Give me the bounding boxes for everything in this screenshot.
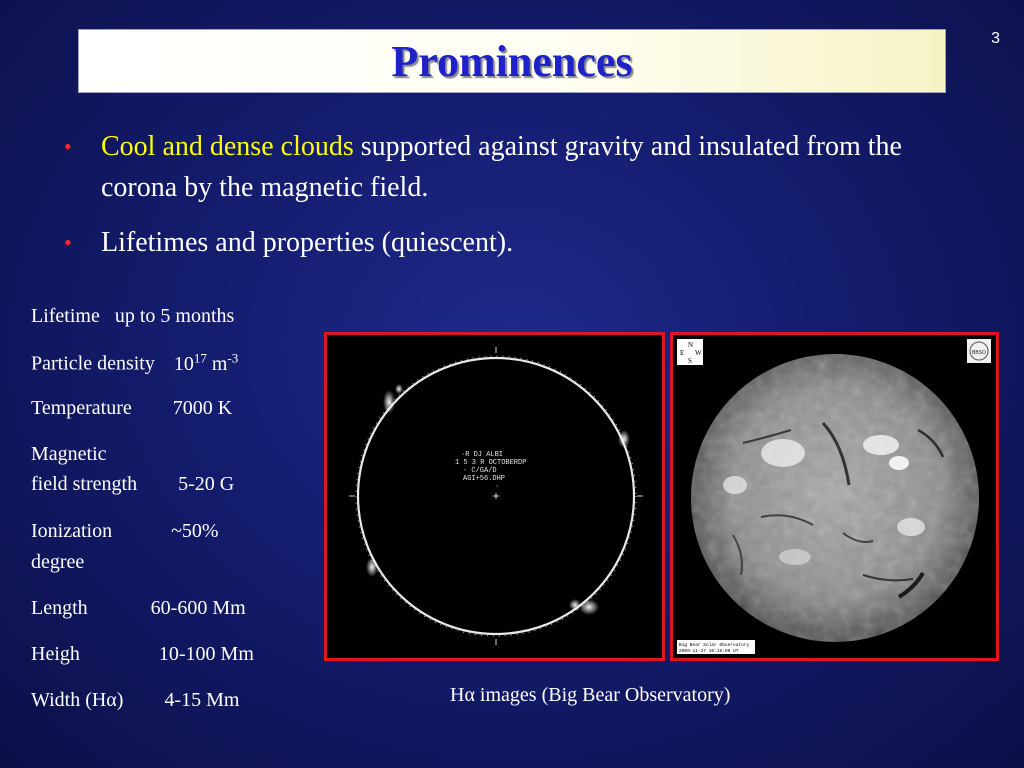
slide-title: Prominences (391, 36, 633, 86)
svg-text:2000-11-27 16:16:00 UT: 2000-11-27 16:16:00 UT (679, 649, 739, 654)
svg-text:BBSO: BBSO (972, 350, 986, 356)
prop-value: 7000 K (172, 397, 233, 419)
bullet-dot-icon: • (64, 134, 72, 159)
svg-text:1 5 3 R OCTOBERDP: 1 5 3 R OCTOBERDP (455, 459, 527, 467)
svg-text:Big Bear Solar Observatory: Big Bear Solar Observatory (679, 643, 750, 648)
prop-label: Magnetic (31, 443, 107, 465)
prop-density (31, 350, 238, 376)
prop-value: 60-600 Mm (150, 597, 246, 619)
prop-magnetic-line2 (31, 473, 234, 496)
prop-value: ~50% (171, 520, 219, 542)
image-caption: Hα images (Big Bear Observatory) (450, 684, 731, 706)
prop-magnetic-line1 (31, 443, 107, 466)
svg-text:N: N (688, 341, 694, 349)
prop-value: 5-20 G (178, 473, 235, 495)
prominence-glow (383, 390, 395, 414)
disk-image-graphic (673, 335, 996, 658)
prop-height (31, 643, 254, 666)
svg-text:AGI+56.DHP: AGI+56.DHP (463, 475, 506, 483)
bullet-dot-icon: • (64, 230, 72, 255)
prop-label: Length (31, 597, 88, 619)
bullet-highlight: Cool and dense clouds (101, 131, 354, 162)
prop-label: field strength (31, 473, 138, 495)
svg-text:S: S (688, 357, 692, 365)
prop-temperature (31, 397, 232, 420)
prop-lifetime (31, 305, 234, 328)
prop-label: Ionization (31, 520, 113, 542)
slide-number: 3 (991, 30, 1000, 47)
halpha-limb-image (324, 332, 665, 661)
svg-text:·R DJ ALBI: ·R DJ ALBI (461, 451, 504, 459)
svg-text:· C/GA/D: · C/GA/D (463, 467, 497, 475)
prop-value: up to 5 months (114, 305, 235, 327)
prop-length (31, 597, 246, 620)
prop-label: degree (31, 551, 85, 573)
prop-label: Temperature (31, 397, 132, 419)
svg-text:E: E (680, 349, 685, 357)
bullet-text-1 (101, 126, 974, 208)
limb-image-graphic (327, 335, 662, 658)
prop-width (31, 689, 239, 712)
bullet-rest: supported against gravity and insulated from the corona by the magnetic field. (101, 131, 902, 203)
svg-text:W: W (695, 349, 702, 357)
halpha-disk-image (670, 332, 999, 661)
prop-value: $10^{17}$ $m^{-3}$ (173, 350, 239, 375)
title-banner (78, 29, 946, 93)
bullet-item-2 (64, 222, 974, 263)
prop-label: Particle density (31, 352, 155, 375)
prop-label: Heigh (31, 643, 80, 665)
prop-value: 4-15 Mm (164, 689, 240, 711)
svg-text:·: · (495, 483, 500, 491)
bullet-text-2: Lifetimes and properties (quiescent). (101, 227, 514, 258)
bullet-list (64, 126, 974, 277)
prop-value: 10-100 Mm (158, 643, 254, 665)
prop-ionization-line2 (31, 551, 84, 574)
prop-label: Width (Hα) (31, 689, 124, 711)
prop-ionization-line1 (31, 520, 219, 543)
prop-label: Lifetime (31, 305, 100, 327)
bullet-item-1 (64, 126, 974, 208)
